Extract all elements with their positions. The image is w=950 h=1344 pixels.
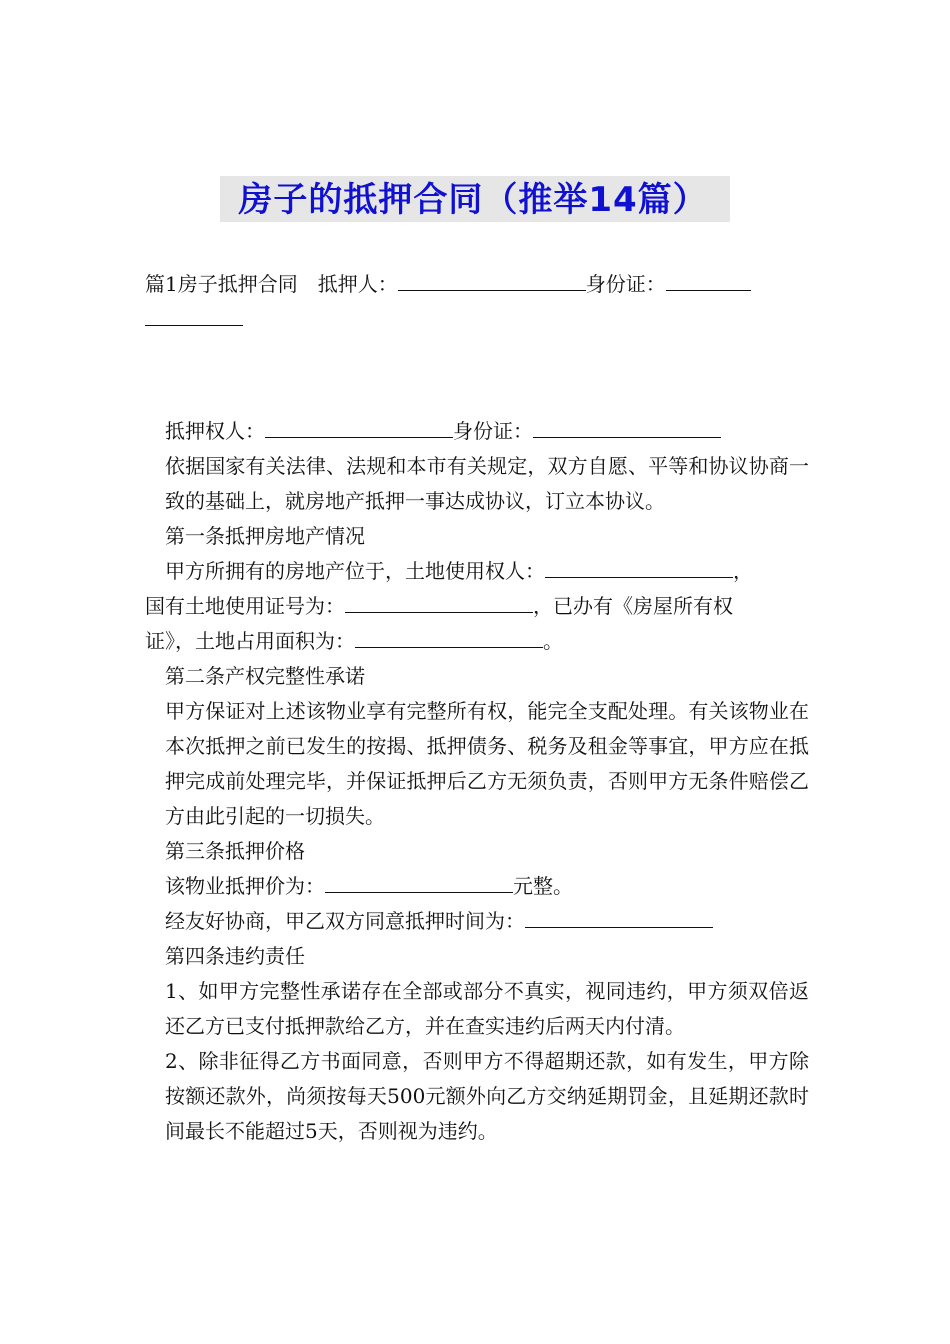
price-label: 该物业抵押价为： xyxy=(165,874,325,898)
article-3-price-line xyxy=(145,869,809,904)
mortgagor-id-label: 身份证： xyxy=(585,272,666,296)
article-4-clause-2: 2、除非征得乙方书面同意，否则甲方不得超期还款，如有发生，甲方除按额还款外，尚须按每天500元额外向乙方交纳延期罚金，且延期还款时间最长不能超过5天，否则视为违约。 xyxy=(165,1049,809,1143)
land-user-blank xyxy=(545,555,733,578)
article-1-period: 。 xyxy=(543,629,563,653)
house-cert-text: ，已办有《房屋所有权 xyxy=(533,594,733,618)
price-blank xyxy=(325,870,513,893)
article-3-title: 第三条抵押价格 xyxy=(165,839,305,863)
article-1-title: 第一条抵押房地产情况 xyxy=(165,524,365,548)
intro-paragraph: 依据国家有关法律、法规和本市有关规定，双方自愿、平等和协议协商一致的基础上，就房地产抵押一事达成协议，订立本协议。 xyxy=(165,454,809,513)
land-cert-label: 国有土地使用证号为： xyxy=(145,594,345,618)
article-4-clause-1: 1、如甲方完整性承诺存在全部或部分不真实，视同违约，甲方须双倍返还乙方已支付抵押款给乙方，并在查实违约后两天内付清。 xyxy=(165,979,809,1038)
article-2-title: 第二条产权完整性承诺 xyxy=(165,664,365,688)
mortgagor-blank xyxy=(398,268,586,291)
land-area-label: 证》，土地占用面积为： xyxy=(145,629,355,653)
article-1-comma: ， xyxy=(733,559,753,583)
mortgagee-blank xyxy=(265,415,453,438)
article-1-location-text: 甲方所拥有的房地产位于，土地使用权人： xyxy=(165,559,545,583)
contract-body xyxy=(145,414,809,1149)
mortgagee-line xyxy=(145,414,809,449)
article-3-term-line xyxy=(145,904,809,939)
document-title: 房子的抵押合同（推举14篇） xyxy=(220,176,729,222)
mortgagor-line xyxy=(145,267,809,302)
mortgagee-label: 抵押权人： xyxy=(165,419,265,443)
article-1-line-3 xyxy=(145,624,809,659)
mortgagee-id-label: 身份证： xyxy=(453,419,533,443)
title-container xyxy=(0,176,950,222)
land-area-blank xyxy=(355,625,543,648)
mortgagor-id-blank-2 xyxy=(145,303,243,326)
term-blank xyxy=(525,905,713,928)
land-cert-blank xyxy=(345,590,533,613)
header-section xyxy=(145,267,809,337)
price-suffix: 元整。 xyxy=(513,874,573,898)
mortgagee-id-blank xyxy=(533,415,721,438)
article-1-line-2 xyxy=(145,589,809,624)
mortgagor-id-continued xyxy=(145,302,809,337)
mortgagor-id-blank-1 xyxy=(666,268,751,291)
mortgagor-label: 篇1房子抵押合同 抵押人： xyxy=(145,272,398,296)
article-4-title: 第四条违约责任 xyxy=(165,944,305,968)
article-2-body: 甲方保证对上述该物业享有完整所有权，能完全支配处理。有关该物业在本次抵押之前已发生的按揭、抵押债务、税务及租金等事宜，甲方应在抵押完成前处理完毕，并保证抵押后乙方无须负责，否则甲方无条件赔偿乙方由此引起的一切损失。 xyxy=(165,699,809,828)
term-label: 经友好协商，甲乙双方同意抵押时间为： xyxy=(165,909,525,933)
article-1-line-1 xyxy=(145,554,809,589)
